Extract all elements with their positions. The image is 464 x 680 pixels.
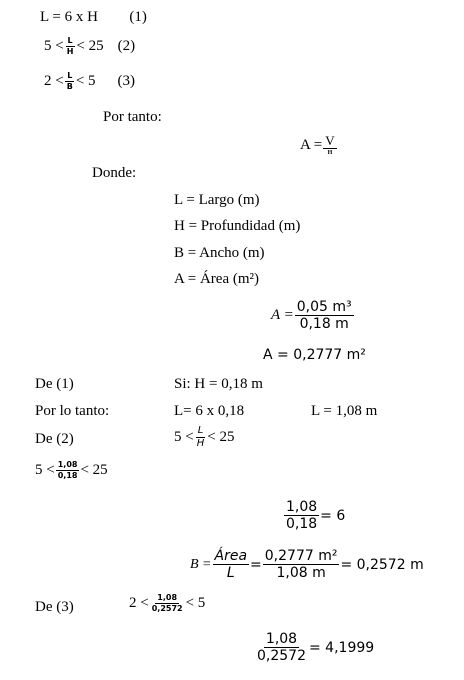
equation-2-post: < 25 bbox=[76, 38, 104, 54]
fraction-numerator: L bbox=[67, 71, 73, 80]
area-formula-fraction bbox=[323, 134, 336, 156]
equation-2-number: (2) bbox=[117, 38, 136, 54]
fraction-numerator: L bbox=[67, 36, 73, 45]
fraction-numerator: 0,2777 m² bbox=[264, 548, 338, 564]
fraction-denominator: 0,2572 bbox=[257, 648, 306, 664]
equation-1-number: (1) bbox=[129, 9, 147, 25]
ratio-1-result: = 6 bbox=[320, 507, 346, 524]
inequality-2-substituted bbox=[35, 461, 108, 480]
fraction-denominator: B bbox=[66, 82, 73, 91]
area-formula bbox=[300, 134, 338, 156]
ratio-2-fraction bbox=[255, 632, 308, 663]
fraction-denominator: L bbox=[226, 565, 235, 581]
fraction-denominator: 0,2572 bbox=[151, 604, 183, 613]
ancho-calculation-fraction-1 bbox=[213, 549, 250, 580]
fraction-numerator: L bbox=[197, 425, 204, 436]
de-2-inequality bbox=[174, 426, 234, 449]
ratio-1 bbox=[283, 500, 345, 531]
definition-profundidad: H = Profundidad (m) bbox=[174, 218, 301, 234]
definition-largo: L = Largo (m) bbox=[174, 192, 260, 208]
equation-2 bbox=[44, 37, 135, 56]
de-2-pre: 5 < bbox=[174, 429, 194, 445]
equation-2-fraction bbox=[65, 37, 76, 56]
area-calculation-fraction bbox=[295, 300, 354, 331]
ratio-2 bbox=[254, 632, 374, 663]
definition-ancho: B = Ancho (m) bbox=[174, 245, 265, 261]
donde-label: Donde: bbox=[92, 165, 137, 181]
definition-area: A = Área (m²) bbox=[174, 271, 260, 287]
ancho-calculation-lhs: B = bbox=[190, 556, 212, 572]
de-3-fraction bbox=[150, 594, 185, 613]
ratio-1-fraction bbox=[284, 500, 319, 531]
ancho-calculation-fraction-2 bbox=[263, 549, 340, 580]
de-1-text: Si: H = 0,18 m bbox=[174, 376, 263, 392]
fraction-denominator: 0,18 bbox=[286, 516, 318, 532]
fraction-numerator: 1,08 bbox=[57, 460, 78, 469]
inequality-2-post: < 25 bbox=[80, 462, 108, 478]
fraction-denominator: 1,08 m bbox=[276, 565, 326, 581]
de-1-label: De (1) bbox=[35, 376, 74, 392]
fraction-denominator: H bbox=[327, 150, 333, 156]
fraction-denominator: H bbox=[66, 47, 74, 56]
ancho-calculation bbox=[190, 549, 424, 580]
area-calculation bbox=[271, 300, 355, 331]
equation-1 bbox=[40, 10, 147, 25]
area-formula-lhs: A = bbox=[300, 136, 323, 153]
equation-3 bbox=[44, 72, 135, 91]
fraction-numerator: 0,05 m³ bbox=[296, 299, 352, 315]
fraction-numerator: Área bbox=[214, 548, 248, 564]
equation-3-post: < 5 bbox=[75, 73, 96, 89]
equation-2-pre: 5 < bbox=[44, 38, 64, 54]
equation-3-pre: 2 < bbox=[44, 73, 64, 89]
de-3-inequality bbox=[129, 594, 205, 613]
de-3-pre: 2 < bbox=[129, 595, 149, 611]
fraction-numerator: 1,08 bbox=[286, 499, 318, 515]
de-2-label: De (2) bbox=[35, 431, 74, 447]
fraction-numerator: 1,08 bbox=[157, 593, 178, 602]
fraction-denominator: H bbox=[196, 438, 205, 449]
por-lo-tanto-label: Por lo tanto: bbox=[35, 403, 110, 419]
ancho-calculation-result: = 0,2572 m bbox=[340, 556, 424, 573]
por-lo-tanto-result: L = 1,08 m bbox=[311, 403, 378, 419]
de-3-post: < 5 bbox=[185, 595, 206, 611]
por-lo-tanto-calc: L= 6 x 0,18 bbox=[174, 403, 245, 419]
fraction-numerator: 1,08 bbox=[265, 631, 298, 647]
area-calculation-lhs: A = bbox=[271, 307, 294, 323]
ancho-calculation-equals: = bbox=[250, 556, 262, 573]
equation-3-fraction bbox=[65, 72, 75, 91]
area-result: A = 0,2777 m² bbox=[263, 347, 366, 363]
fraction-denominator: 0,18 bbox=[57, 471, 78, 480]
fraction-numerator: V bbox=[325, 133, 335, 148]
ratio-2-result: = 4,1999 bbox=[309, 639, 375, 656]
fraction-denominator: 0,18 m bbox=[299, 316, 349, 332]
de-3-label: De (3) bbox=[35, 599, 74, 615]
inequality-2-pre: 5 < bbox=[35, 462, 55, 478]
inequality-2-fraction bbox=[56, 461, 80, 480]
equation-3-number: (3) bbox=[117, 73, 136, 89]
equation-1-text: L = 6 x H bbox=[40, 9, 98, 25]
de-2-post: < 25 bbox=[207, 429, 235, 445]
de-2-fraction bbox=[195, 426, 207, 449]
por-tanto-label: Por tanto: bbox=[103, 109, 162, 125]
